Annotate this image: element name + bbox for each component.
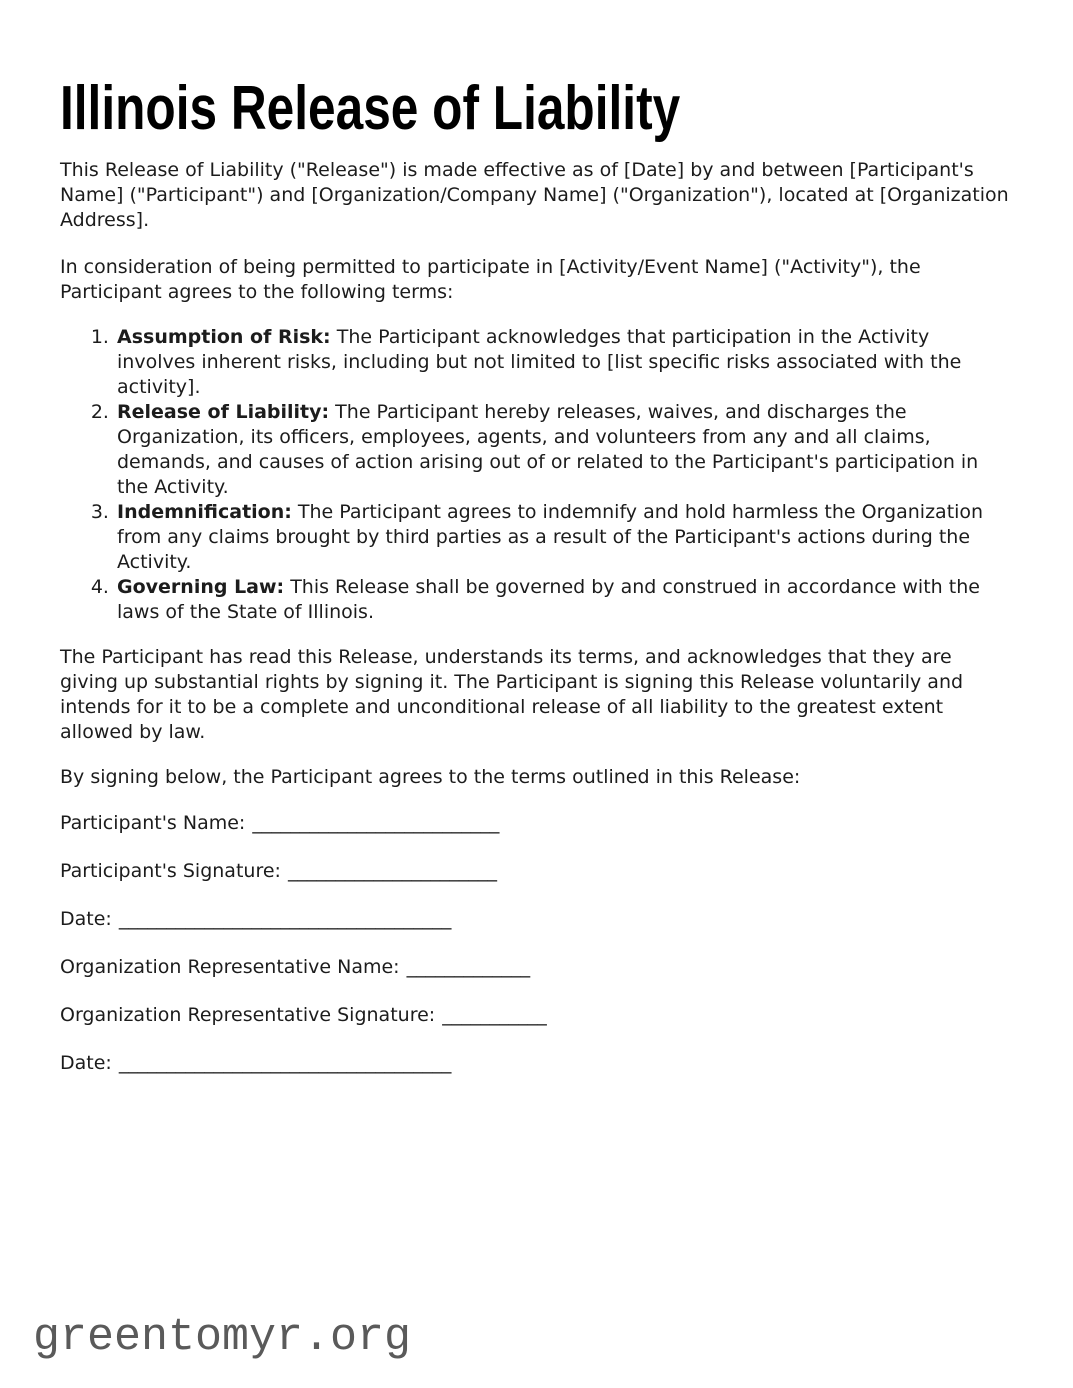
- term-item-assumption-of-risk: [115, 325, 1013, 400]
- participant-name-label: Participant's Name:: [60, 812, 246, 834]
- term-label: Governing Law:: [117, 576, 285, 598]
- org-date-line: ___________________________________: [118, 1052, 452, 1074]
- term-label: Assumption of Risk:: [117, 326, 331, 348]
- term-text: This Release shall be governed by and construed in accordance with the laws of the State of Illinois.: [117, 576, 980, 623]
- signing-statement-paragraph: By signing below, the Participant agrees to the terms outlined in this Release:: [60, 766, 801, 788]
- org-representative-signature-label: Organization Representative Signature:: [60, 1004, 436, 1026]
- org-representative-signature-line: ___________: [442, 1004, 547, 1026]
- intro-paragraph: This Release of Liability ("Release") is made effective as of [Date] by and between [Participant's Name] ("Participant") and [Organization/Company Name] ("Organization"), located at [Organization Address].: [60, 159, 1009, 231]
- term-text: The Participant acknowledges that participation in the Activity involves inherent risks, including but not limited to [list specific risks associated with the activity].: [117, 326, 962, 398]
- consideration-paragraph: In consideration of being permitted to participate in [Activity/Event Name] ("Activity"), the Participant agrees to the following terms:: [60, 256, 921, 303]
- participant-name-line: __________________________: [252, 812, 500, 834]
- document-title: Illinois Release of Liability: [60, 74, 681, 143]
- org-date-label: Date:: [60, 1052, 112, 1074]
- participant-name-field: [60, 811, 1013, 836]
- watermark-greentomyr: greentomyr.org: [33, 1312, 412, 1363]
- participant-signature-field: [60, 859, 1013, 884]
- term-text: The Participant agrees to indemnify and hold harmless the Organization from any claims brought by third parties as a result of the Participant's actions during the Activity.: [117, 501, 984, 573]
- term-label: Release of Liability:: [117, 401, 330, 423]
- acknowledgement-paragraph: The Participant has read this Release, understands its terms, and acknowledges that they are giving up substantial rights by signing it. The Participant is signing this Release voluntarily and intends for it to be a complete and unconditional release of all liability to the greatest extent allowed by law.: [60, 646, 964, 743]
- participant-signature-label: Participant's Signature:: [60, 860, 281, 882]
- org-representative-name-field: [60, 955, 1013, 980]
- org-representative-name-label: Organization Representative Name:: [60, 956, 400, 978]
- participant-signature-line: ______________________: [287, 860, 497, 882]
- term-item-release-of-liability: [115, 400, 1013, 500]
- term-item-governing-law: [115, 575, 1013, 625]
- participant-date-label: Date:: [60, 908, 112, 930]
- terms-list: [60, 325, 1013, 625]
- term-label: Indemnification:: [117, 501, 292, 523]
- term-text: The Participant hereby releases, waives, and discharges the Organization, its officers, employees, agents, and volunteers from any and all claims, demands, and causes of action arising out of or related to the Participant's participation in the Activity.: [117, 401, 979, 498]
- org-date-field: [60, 1051, 1013, 1076]
- participant-date-line: ___________________________________: [118, 908, 452, 930]
- org-representative-name-line: _____________: [406, 956, 531, 978]
- org-representative-signature-field: [60, 1003, 1013, 1028]
- participant-date-field: [60, 907, 1013, 932]
- term-item-indemnification: [115, 500, 1013, 575]
